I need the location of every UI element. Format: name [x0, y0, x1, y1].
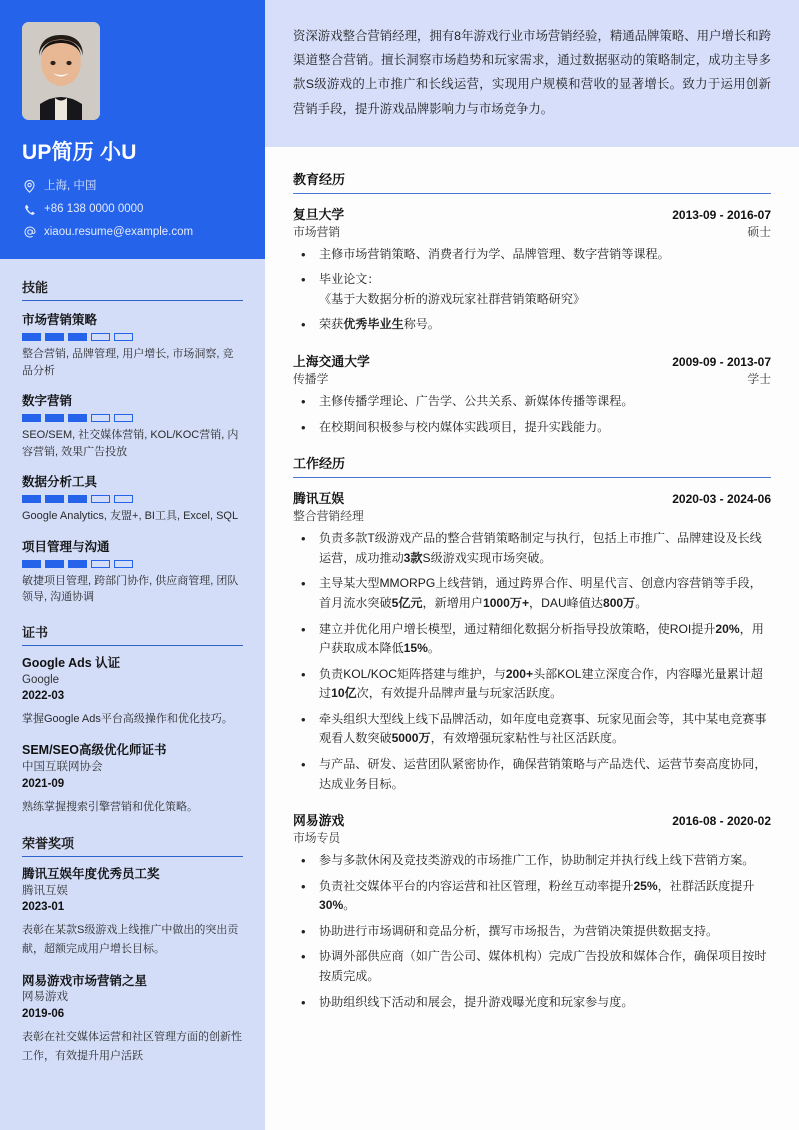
award-description: 表彰在社交媒体运营和社区管理方面的创新性工作，有效提升用户活跃 [22, 1030, 242, 1063]
skill-description: SEO/SEM, 社交媒体营销, KOL/KOC营销, 内容营销, 效果广告投放 [22, 429, 239, 458]
skill-item [22, 472, 243, 525]
education-subheader [293, 370, 771, 387]
skill-block [45, 560, 64, 568]
experience-role: 市场专员 [293, 831, 341, 846]
experience-item [293, 488, 771, 794]
certificate-title: SEM/SEO高级优化师证书 [22, 743, 167, 758]
education-header [293, 204, 771, 223]
skill-item [22, 391, 243, 460]
experience-bullets [293, 851, 771, 1012]
location-pin-icon [22, 180, 37, 193]
bullet-item: • 参与多款休闲及竞技类游戏的市场推广工作，协助制定并执行线上线下营销方案。 [293, 851, 771, 871]
award-date: 2023-01 [22, 901, 65, 914]
skill-item [22, 310, 243, 379]
skill-block [22, 333, 41, 341]
summary-text: 资深游戏整合营销经理，拥有8年游戏行业市场营销经验，精通品牌策略、用户增长和跨渠道整合营销。擅长洞察市场趋势和玩家需求，通过数据驱动的策略制定，成功主导多款S级游戏的上市推广和长线运营，实现用户规模和营收的显著增长。致力于运用创新营销手段，提升游戏品牌影响力与市场竞争力。 [293, 29, 771, 116]
certificate-issuer: 中国互联网协会 [22, 761, 103, 774]
education-bullets [293, 245, 771, 335]
education-header [293, 351, 771, 370]
certificate-item [22, 655, 243, 729]
contact-phone-text: +86 138 0000 0000 [44, 202, 144, 215]
bullet-item: • 协助组织线下活动和展会，提升游戏曝光度和玩家参与度。 [293, 993, 771, 1013]
sidebar-body [0, 259, 265, 1066]
experience-section [293, 453, 771, 1012]
awards-section [22, 833, 243, 1066]
award-item [22, 973, 243, 1067]
person-name: UP简历 小U [22, 141, 137, 164]
main-body [265, 147, 799, 1012]
skill-description: 整合营销, 品牌管理, 用户增长, 市场洞察, 竞品分析 [22, 348, 234, 377]
bullet-item: • 协助进行市场调研和竞品分析，撰写市场报告，为营销决策提供数据支持。 [293, 922, 771, 942]
experience-header [293, 488, 771, 507]
bullet-item: • 牵头组织大型线上线下品牌活动，如年度电竞赛事、玩家见面会等，其中某电竞赛事观看人数突破5000万，有效增强玩家粘性与社区活跃度。 [293, 710, 771, 749]
phone-icon [22, 204, 37, 216]
experience-company: 网易游戏 [293, 813, 345, 829]
sidebar-header [0, 0, 265, 259]
contact-phone[interactable] [22, 203, 243, 217]
summary-band [265, 0, 799, 147]
skill-level-meter [22, 495, 243, 503]
experience-role: 整合营销经理 [293, 509, 364, 524]
skill-block [114, 560, 133, 568]
bullet-item: • 在校期间积极参与校内媒体实践项目，提升实践能力。 [293, 418, 771, 438]
experience-bullets [293, 529, 771, 794]
contact-email[interactable] [22, 226, 243, 240]
education-degree: 硕士 [747, 224, 771, 239]
skill-block [114, 333, 133, 341]
bullet-item: • 与产品、研发、运营团队紧密协作，确保营销策略与产品迭代、运营节奏高度协同，达成业务目标。 [293, 755, 771, 794]
education-section [293, 169, 771, 437]
education-item [293, 204, 771, 335]
bullet-item: • 建立并优化用户增长模型，通过精细化数据分析指导投放策略，使ROI提升20%，用户获取成本降低15%。 [293, 620, 771, 659]
skill-block [91, 333, 110, 341]
skill-description: 敏捷项目管理, 跨部门协作, 供应商管理, 团队领导, 沟通协调 [22, 574, 239, 604]
certificate-description: 掌握Google Ads平台高级操作和优化技巧。 [22, 713, 233, 726]
skill-item [22, 537, 243, 606]
education-date: 2013-09 - 2016-07 [672, 207, 771, 222]
education-major: 传播学 [293, 372, 329, 387]
skill-block [45, 333, 64, 341]
bullet-item: • 毕业论文： 《基于大数据分析的游戏玩家社群营销策略研究》 [293, 270, 771, 309]
bullet-item: • 协调外部供应商（如广告公司、媒体机构）完成广告投放和媒体合作，确保项目按时按质完成。 [293, 947, 771, 986]
email-at-icon [22, 226, 37, 238]
skill-name: 数据分析工具 [22, 475, 98, 490]
skill-block [68, 495, 87, 503]
skill-description: Google Analytics, 友盟+, BI工具, Excel, SQL [22, 510, 239, 523]
skill-block [45, 414, 64, 422]
certificates-section [22, 622, 243, 817]
education-section-title: 教育经历 [293, 169, 771, 194]
skill-block [22, 414, 41, 422]
bullet-item: • 负责多款T级游戏产品的整合营销策略制定与执行，包括上市推广、品牌建设及长线运营，成功推动3款S级游戏实现市场突破。 [293, 529, 771, 568]
skill-block [68, 414, 87, 422]
education-major: 市场营销 [293, 224, 341, 239]
award-issuer: 网易游戏 [22, 991, 68, 1004]
experience-date: 2020-03 - 2024-06 [672, 492, 771, 507]
award-date: 2019-06 [22, 1008, 65, 1021]
bullet-item: • 主修传播学理论、广告学、公共关系、新媒体传播等课程。 [293, 392, 771, 412]
skill-block [114, 414, 133, 422]
skill-block [91, 414, 110, 422]
award-item [22, 866, 243, 960]
sidebar [0, 0, 265, 1130]
education-school: 复旦大学 [293, 206, 345, 222]
skill-level-meter [22, 414, 243, 422]
certificate-description: 熟练掌握搜索引擎营销和优化策略。 [22, 800, 198, 813]
certificate-date: 2021-09 [22, 777, 65, 790]
education-bullets [293, 392, 771, 437]
education-date: 2009-09 - 2013-07 [672, 355, 771, 370]
skill-block [68, 333, 87, 341]
award-title: 腾讯互娱年度优秀员工奖 [22, 866, 160, 881]
skills-section [22, 277, 243, 606]
award-issuer: 腾讯互娱 [22, 884, 68, 897]
bullet-item: • 负责KOL/KOC矩阵搭建与维护，与200+头部KOL建立深度合作，内容曝光量累计超过10亿次，有效提升品牌声量与玩家活跃度。 [293, 665, 771, 704]
skills-section-title: 技能 [22, 277, 243, 301]
bullet-item: • 主导某大型MMORPG上线营销，通过跨界合作、明星代言、创意内容营销等手段，首月流水突破5亿元，新增用户1000万+，DAU峰值达800万。 [293, 574, 771, 613]
experience-company: 腾讯互娱 [293, 491, 345, 507]
skill-block [91, 560, 110, 568]
certificate-date: 2022-03 [22, 690, 65, 703]
experience-section-title: 工作经历 [293, 453, 771, 478]
bullet-item: • 负责社交媒体平台的内容运营和社区管理，粉丝互动率提升25%，社群活跃度提升30%。 [293, 877, 771, 916]
skill-level-meter [22, 560, 243, 568]
skill-block [22, 560, 41, 568]
skill-block [91, 495, 110, 503]
education-item [293, 351, 771, 437]
education-subheader [293, 223, 771, 240]
certificate-title: Google Ads 认证 [22, 655, 121, 670]
contact-location[interactable] [22, 180, 243, 194]
skill-name: 项目管理与沟通 [22, 539, 110, 554]
bullet-item: • 荣获优秀毕业生称号。 [293, 315, 771, 335]
skill-block [45, 495, 64, 503]
education-degree: 学士 [747, 372, 771, 387]
education-school: 上海交通大学 [293, 354, 370, 370]
contact-email-text: xiaou.resume@example.com [44, 225, 194, 238]
awards-section-title: 荣誉奖项 [22, 833, 243, 857]
certificate-issuer: Google [22, 673, 60, 686]
main-column [265, 0, 799, 1130]
avatar [22, 22, 100, 120]
contact-location-text: 上海, 中国 [44, 180, 97, 192]
skill-name: 数字营销 [22, 394, 73, 409]
certificate-item [22, 742, 243, 816]
certificates-section-title: 证书 [22, 622, 243, 646]
skill-block [22, 495, 41, 503]
experience-item [293, 810, 771, 1012]
bullet-item: • 主修市场营销策略、消费者行为学、品牌管理、数字营销等课程。 [293, 245, 771, 265]
experience-date: 2016-08 - 2020-02 [672, 814, 771, 829]
skill-block [68, 560, 87, 568]
skill-block [114, 495, 133, 503]
award-description: 表彰在某款S级游戏上线推广中做出的突出贡献，超额完成用户增长目标。 [22, 924, 239, 956]
award-title: 网易游戏市场营销之星 [22, 973, 148, 988]
skill-name: 市场营销策略 [22, 313, 98, 328]
experience-header [293, 810, 771, 829]
skill-level-meter [22, 333, 243, 341]
